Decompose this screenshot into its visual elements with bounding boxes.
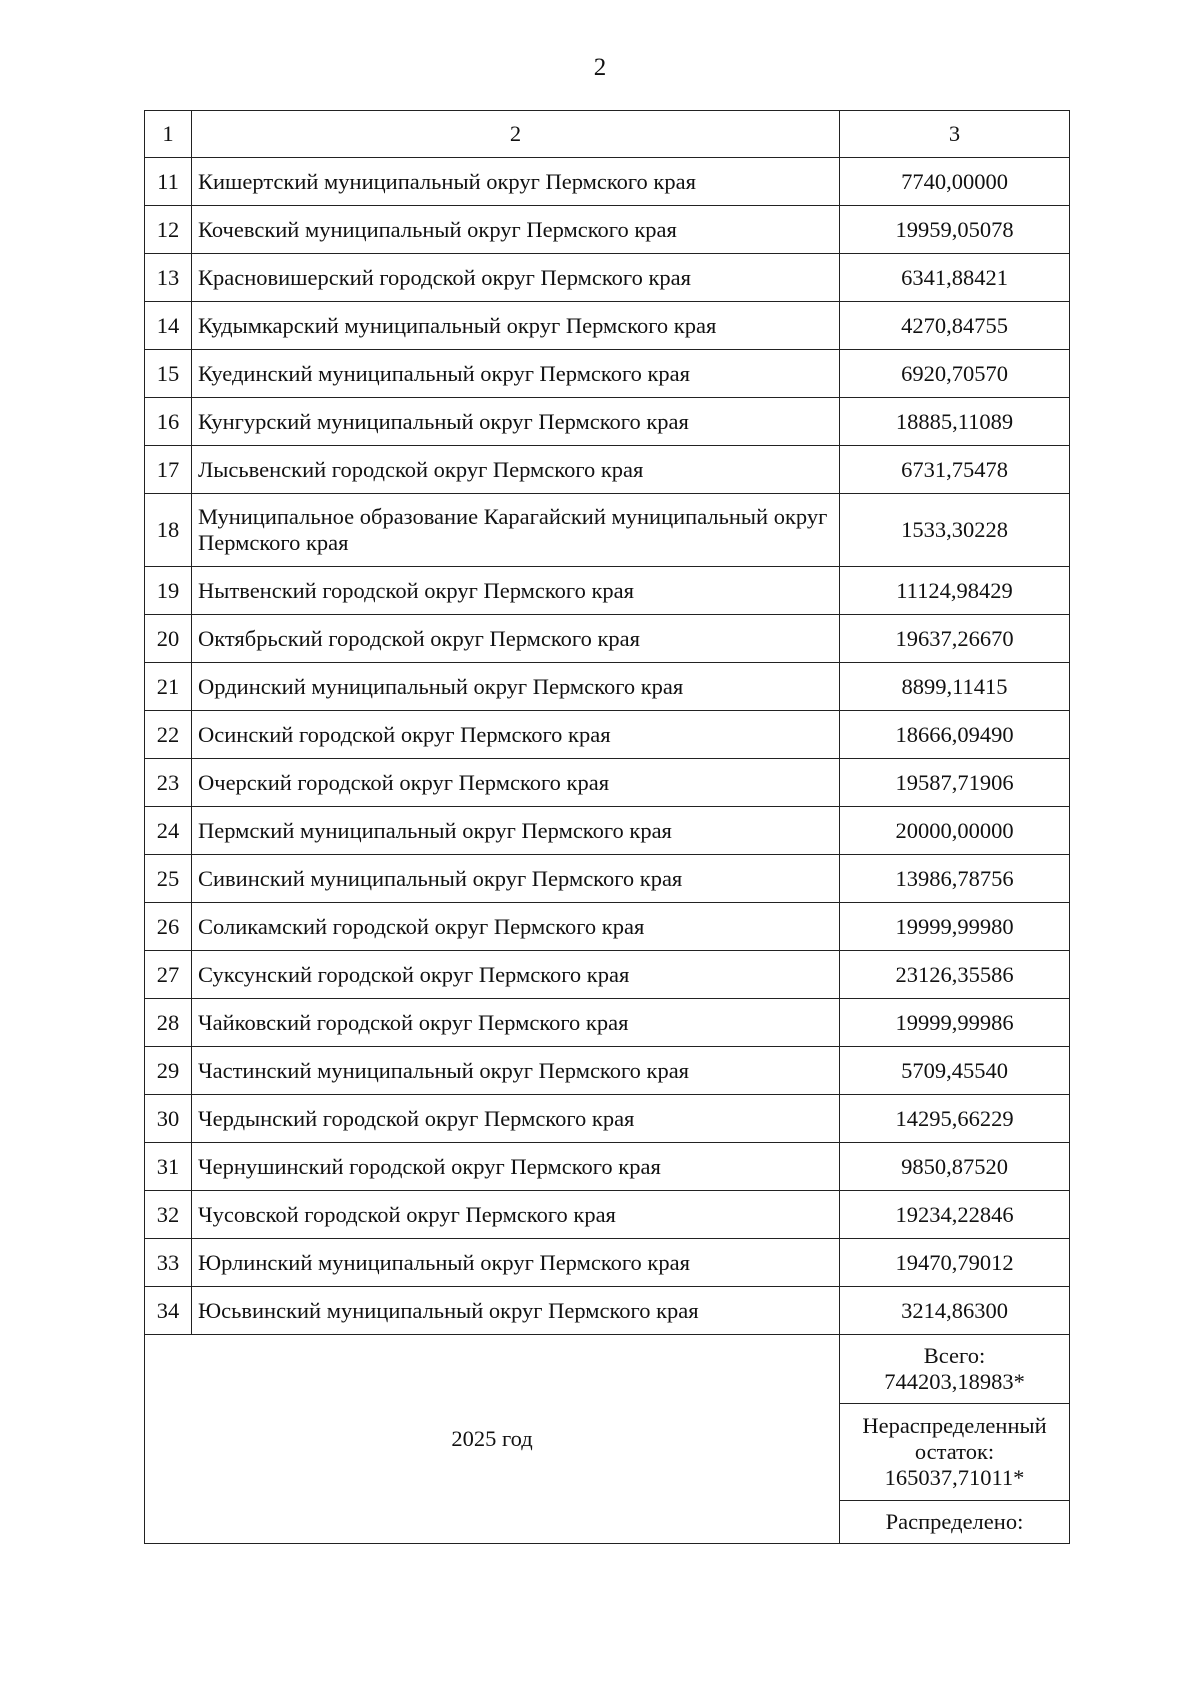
table-row	[145, 206, 1070, 254]
table-row	[145, 1287, 1070, 1335]
row-municipality-name: Чусовской городской округ Пермского края	[192, 1191, 840, 1239]
row-municipality-name: Юрлинский муниципальный округ Пермского края	[192, 1239, 840, 1287]
row-number: 18	[145, 494, 192, 567]
row-number: 13	[145, 254, 192, 302]
row-municipality-name: Соликамский городской округ Пермского края	[192, 903, 840, 951]
table-row	[145, 903, 1070, 951]
total-cell	[840, 1335, 1070, 1404]
row-municipality-name: Юсьвинский муниципальный округ Пермского края	[192, 1287, 840, 1335]
row-amount: 7740,00000	[840, 158, 1070, 206]
table-row	[145, 1191, 1070, 1239]
row-municipality-name: Октябрьский городской округ Пермского края	[192, 615, 840, 663]
row-number: 23	[145, 759, 192, 807]
row-amount: 6341,88421	[840, 254, 1070, 302]
row-municipality-name: Ординский муниципальный округ Пермского края	[192, 663, 840, 711]
row-amount: 19587,71906	[840, 759, 1070, 807]
row-amount: 3214,86300	[840, 1287, 1070, 1335]
row-number: 31	[145, 1143, 192, 1191]
table-row	[145, 302, 1070, 350]
header-col-2: 2	[192, 111, 840, 158]
row-number: 32	[145, 1191, 192, 1239]
row-municipality-name: Суксунский городской округ Пермского края	[192, 951, 840, 999]
year-label: 2025 год	[145, 1335, 840, 1544]
remainder-label-1: Нераспределенный	[862, 1413, 1047, 1438]
row-number: 11	[145, 158, 192, 206]
row-number: 33	[145, 1239, 192, 1287]
table-header-row	[145, 111, 1070, 158]
row-amount: 19637,26670	[840, 615, 1070, 663]
row-municipality-name: Осинский городской округ Пермского края	[192, 711, 840, 759]
row-municipality-name: Куединский муниципальный округ Пермского края	[192, 350, 840, 398]
header-col-1: 1	[145, 111, 192, 158]
row-amount: 18885,11089	[840, 398, 1070, 446]
row-amount: 23126,35586	[840, 951, 1070, 999]
row-number: 17	[145, 446, 192, 494]
distributed-label: Распределено:	[840, 1501, 1070, 1544]
table-row	[145, 951, 1070, 999]
row-municipality-name: Кишертский муниципальный округ Пермского края	[192, 158, 840, 206]
total-label: Всего:	[923, 1343, 986, 1368]
row-number: 20	[145, 615, 192, 663]
remainder-value: 165037,71011*	[884, 1465, 1025, 1490]
table-row	[145, 446, 1070, 494]
row-number: 29	[145, 1047, 192, 1095]
row-amount: 14295,66229	[840, 1095, 1070, 1143]
remainder-label-2: остаток:	[914, 1439, 995, 1464]
row-amount: 19234,22846	[840, 1191, 1070, 1239]
remainder-cell	[840, 1404, 1070, 1501]
row-number: 26	[145, 903, 192, 951]
table-row	[145, 398, 1070, 446]
row-number: 19	[145, 567, 192, 615]
table-row	[145, 759, 1070, 807]
row-number: 30	[145, 1095, 192, 1143]
row-amount: 8899,11415	[840, 663, 1070, 711]
table-row	[145, 615, 1070, 663]
row-municipality-name: Кочевский муниципальный округ Пермского края	[192, 206, 840, 254]
row-number: 22	[145, 711, 192, 759]
row-municipality-name: Лысьвенский городской округ Пермского края	[192, 446, 840, 494]
row-municipality-name: Нытвенский городской округ Пермского края	[192, 567, 840, 615]
table-row	[145, 254, 1070, 302]
header-col-3: 3	[840, 111, 1070, 158]
row-number: 34	[145, 1287, 192, 1335]
row-amount: 1533,30228	[840, 494, 1070, 567]
row-number: 28	[145, 999, 192, 1047]
table-row	[145, 350, 1070, 398]
table-row	[145, 807, 1070, 855]
row-amount: 5709,45540	[840, 1047, 1070, 1095]
table-row	[145, 494, 1070, 567]
total-value: 744203,18983*	[884, 1369, 1025, 1394]
summary-row-total	[145, 1335, 1070, 1404]
row-amount: 20000,00000	[840, 807, 1070, 855]
row-amount: 6731,75478	[840, 446, 1070, 494]
row-municipality-name: Кунгурский муниципальный округ Пермского края	[192, 398, 840, 446]
table-row	[145, 1239, 1070, 1287]
allocation-table	[144, 110, 1070, 1544]
row-number: 21	[145, 663, 192, 711]
row-amount: 19959,05078	[840, 206, 1070, 254]
row-municipality-name: Муниципальное образование Карагайский муниципальный округ Пермского края	[192, 494, 840, 567]
row-municipality-name: Красновишерский городской округ Пермского края	[192, 254, 840, 302]
table-row	[145, 1143, 1070, 1191]
table-row	[145, 711, 1070, 759]
row-amount: 18666,09490	[840, 711, 1070, 759]
row-municipality-name: Чайковский городской округ Пермского края	[192, 999, 840, 1047]
row-municipality-name: Чернушинский городской округ Пермского края	[192, 1143, 840, 1191]
row-amount: 13986,78756	[840, 855, 1070, 903]
table-row	[145, 855, 1070, 903]
table-row	[145, 158, 1070, 206]
row-municipality-name: Кудымкарский муниципальный округ Пермского края	[192, 302, 840, 350]
row-municipality-name: Очерский городской округ Пермского края	[192, 759, 840, 807]
row-municipality-name: Пермский муниципальный округ Пермского края	[192, 807, 840, 855]
row-number: 15	[145, 350, 192, 398]
row-municipality-name: Частинский муниципальный округ Пермского края	[192, 1047, 840, 1095]
row-amount: 11124,98429	[840, 567, 1070, 615]
row-number: 12	[145, 206, 192, 254]
table-row	[145, 1095, 1070, 1143]
table-row	[145, 663, 1070, 711]
row-amount: 9850,87520	[840, 1143, 1070, 1191]
row-number: 16	[145, 398, 192, 446]
row-number: 27	[145, 951, 192, 999]
table-row	[145, 1047, 1070, 1095]
row-amount: 19999,99986	[840, 999, 1070, 1047]
row-amount: 19999,99980	[840, 903, 1070, 951]
row-number: 25	[145, 855, 192, 903]
row-municipality-name: Сивинский муниципальный округ Пермского края	[192, 855, 840, 903]
row-amount: 19470,79012	[840, 1239, 1070, 1287]
table-row	[145, 999, 1070, 1047]
row-amount: 4270,84755	[840, 302, 1070, 350]
row-number: 24	[145, 807, 192, 855]
row-municipality-name: Чердынский городской округ Пермского края	[192, 1095, 840, 1143]
page-number: 2	[593, 54, 607, 81]
row-number: 14	[145, 302, 192, 350]
row-amount: 6920,70570	[840, 350, 1070, 398]
table-row	[145, 567, 1070, 615]
